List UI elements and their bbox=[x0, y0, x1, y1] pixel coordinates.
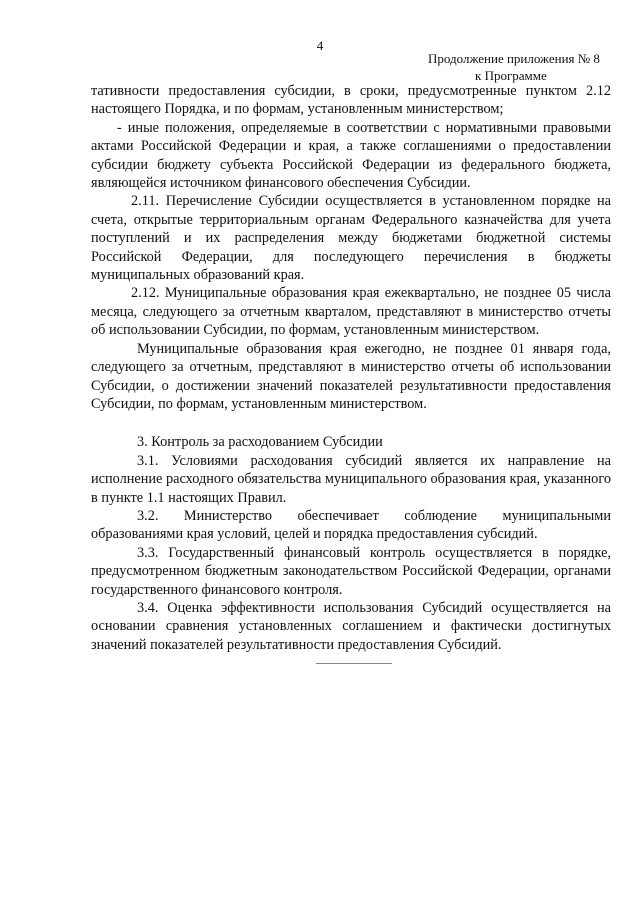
paragraph-annual-reports: Муниципальные образования края ежегодно, не позднее 01 января года, следующего за отчетным, представляют в министерство отчеты об использовании Субсидии, о достижении значений показателей результативности предоставления Субсидии, по формам, установленным министерством. bbox=[91, 340, 611, 412]
section-3-title: 3. Контроль за расходованием Субсидии bbox=[137, 434, 383, 451]
paragraph-2-11: 2.11. Перечисление Субсидии осуществляется в установленном порядке на счета, открытые территориальным органам Федерального казначейства для учета поступлений и их распределения между бюджетами бюджетной системы Российской Федерации, для последующего перечисления в бюджеты муниципальных образований края. bbox=[91, 193, 611, 284]
page-number: 4 bbox=[316, 38, 324, 53]
appendix-line-2: к Программе bbox=[475, 68, 547, 83]
paragraph-3-1: 3.1. Условиями расходования субсидий является их направление на исполнение расходного обязательства муниципального образования края, указанного в пункте 1.1 настоящих Правил. bbox=[91, 452, 611, 506]
paragraph-3-3: 3.3. Государственный финансовый контроль осуществляется в порядке, предусмотренном бюджетным законодательством Российской Федерации, органами государственного финансового контроля. bbox=[91, 544, 611, 598]
paragraph-other-provisions: - иные положения, определяемые в соответствии с нормативными правовыми актами Российской Федерации и края, а также соглашениями о предоставлении субсидии бюджету субъекта Российской Федерации из федерального бюджета, являющейся источником финансового обеспечения Субсидии. bbox=[91, 119, 611, 192]
paragraph-3-2: 3.2. Министерство обеспечивает соблюдение муниципальными образованиями края условий, целей и порядка предоставления субсидий. bbox=[91, 507, 611, 543]
document-body bbox=[91, 82, 611, 654]
paragraph-2-12: 2.12. Муниципальные образования края ежеквартально, не позднее 05 числа месяца, следующего за отчетным кварталом, представляют в министерство отчеты об использовании Субсидии, по формам, установленным министерством. bbox=[91, 285, 611, 339]
paragraph-continuation: тативности предоставления субсидии, в сроки, предусмотренные пунктом 2.12 настоящего Порядка, и по формам, установленным министерством; bbox=[91, 83, 611, 118]
end-divider-line bbox=[316, 663, 392, 664]
appendix-line-1: Продолжение приложения № 8 bbox=[428, 51, 600, 66]
paragraph-3-4: 3.4. Оценка эффективности использования Субсидий осуществляется на основании сравнения установленных соглашением и фактически достигнутых значений показателей результативности предоставления Субсидий. bbox=[91, 599, 611, 653]
appendix-header bbox=[428, 50, 600, 84]
